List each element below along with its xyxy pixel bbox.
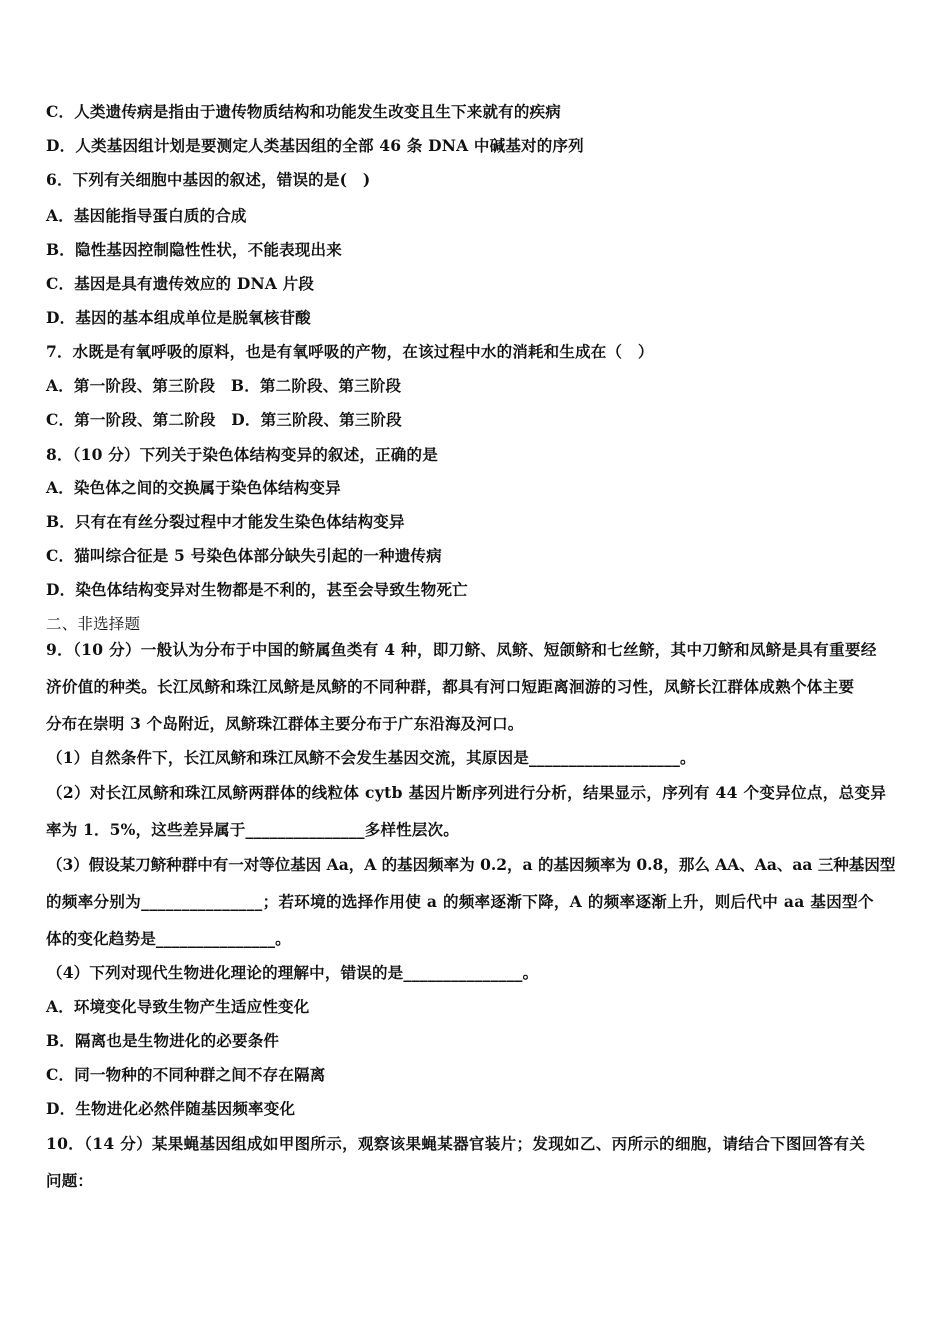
q9-part-3-line-2: 的频率分别为_______________；若环境的选择作用使 a 的频率逐渐下降，A 的频率逐渐上升，则后代中 aa 基因型个 (46, 892, 874, 911)
question-10-stem-line-1: 10．（14 分）某果蝇基因组成如甲图所示，观察该果蝇某器官装片；发现如乙、丙所示的细胞，请结合下图回答有关 (46, 1134, 866, 1153)
q9-part-2-line-2: 率为 1．5%，这些差异属于_______________多样性层次。 (46, 820, 459, 839)
q9-option-b: B．隔离也是生物进化的必要条件 (46, 1031, 280, 1050)
q6-option-c: C．基因是具有遗传效应的 DNA 片段 (46, 274, 315, 293)
q9-option-c: C．同一物种的不同种群之间不存在隔离 (46, 1065, 326, 1084)
q6-option-a: A．基因能指导蛋白质的合成 (46, 206, 247, 225)
q9-part-4: （4）下列对现代生物进化理论的理解中，错误的是_______________。 (47, 963, 539, 982)
q5-option-c: C．人类遗传病是指由于遗传物质结构和功能发生改变且生下来就有的疾病 (46, 102, 561, 121)
question-6-stem: 6．下列有关细胞中基因的叙述，错误的是( ) (46, 170, 371, 189)
q9-part-3-line-1: （3）假设某刀鲚种群中有一对等位基因 Aa，A 的基因频率为 0.2，a 的基因频率为 0.8，那么 AA、Aa、aa 三种基因型 (47, 855, 896, 874)
q7-options-ab: A．第一阶段、第三阶段 B．第二阶段、第三阶段 (46, 376, 402, 395)
q9-part-3-line-3: 体的变化趋势是_______________。 (46, 929, 291, 948)
q9-option-d: D．生物进化必然伴随基因频率变化 (46, 1099, 296, 1118)
q8-option-b: B．只有在有丝分裂过程中才能发生染色体结构变异 (46, 512, 405, 531)
question-10-stem-line-2: 问题： (46, 1171, 94, 1190)
section-heading: 二、非选择题 (46, 615, 141, 633)
q8-option-c: C．猫叫综合征是 5 号染色体部分缺失引起的一种遗传病 (46, 546, 442, 565)
q5-option-d: D．人类基因组计划是要测定人类基因组的全部 46 条 DNA 中碱基对的序列 (46, 136, 584, 155)
q9-part-1: （1）自然条件下，长江凤鲚和珠江凤鲚不会发生基因交流，其原因是___________________。 (47, 748, 696, 767)
question-7-stem: 7．水既是有氧呼吸的原料，也是有氧呼吸的产物，在该过程中水的消耗和生成在（ ） (46, 342, 654, 361)
question-9-stem-line-2: 济价值的种类。长江凤鲚和珠江凤鲚是凤鲚的不同种群，都具有河口短距离洄游的习性，凤鲚长江群体成熟个体主要 (46, 677, 855, 696)
q7-options-cd: C．第一阶段、第二阶段 D．第三阶段、第三阶段 (46, 410, 402, 429)
question-8-stem: 8．（10 分）下列关于染色体结构变异的叙述，正确的是 (46, 445, 438, 464)
question-9-stem-line-3: 分布在崇明 3 个岛附近，凤鲚珠江群体主要分布于广东沿海及河口。 (46, 714, 524, 733)
q8-option-d: D．染色体结构变异对生物都是不利的，甚至会导致生物死亡 (46, 580, 468, 599)
q6-option-b: B．隐性基因控制隐性性状，不能表现出来 (46, 240, 342, 259)
q8-option-a: A．染色体之间的交换属于染色体结构变异 (46, 478, 341, 497)
q9-part-2-line-1: （2）对长江凤鲚和珠江凤鲚两群体的线粒体 cytb 基因片断序列进行分析，结果显示，序列有 44 个变异位点，总变异 (47, 783, 887, 802)
q6-option-d: D．基因的基本组成单位是脱氧核苷酸 (46, 308, 311, 327)
question-9-stem-line-1: 9．（10 分）一般认为分布于中国的鲚属鱼类有 4 种，即刀鲚、凤鲚、短颌鲚和七丝鲚，其中刀鲚和凤鲚是具有重要经 (46, 640, 877, 659)
q9-option-a: A．环境变化导致生物产生适应性变化 (46, 997, 310, 1016)
